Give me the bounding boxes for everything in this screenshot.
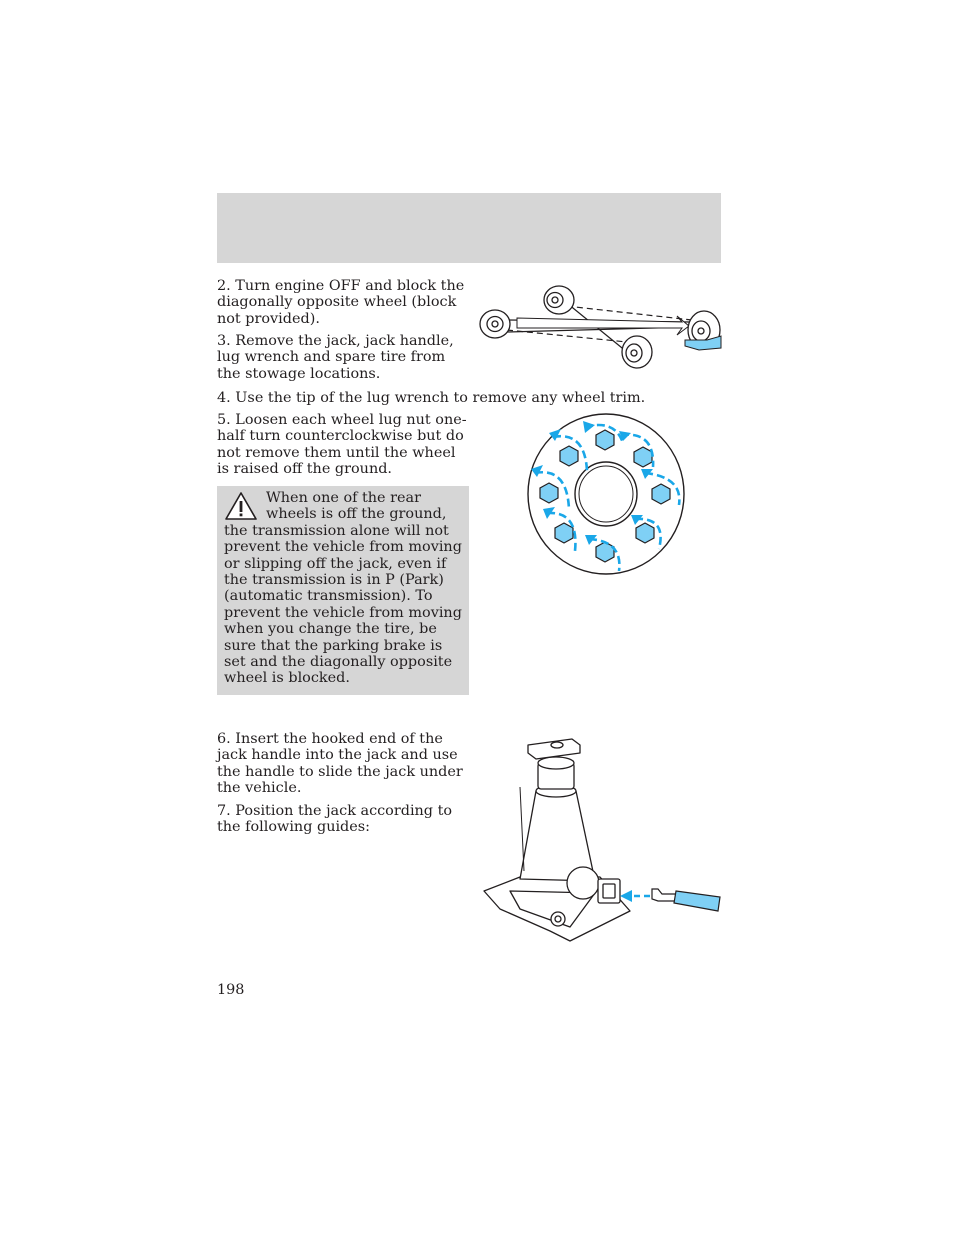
header-band	[217, 193, 721, 263]
warning-triangle-icon	[224, 491, 258, 521]
page-number: 198	[217, 982, 245, 998]
step-4-text: 4. Use the tip of the lug wrench to remove any wheel trim.	[217, 390, 646, 406]
warning-body: the transmission alone will not prevent the vehicle from moving or slipping off the jack, even if the transmission is in P (Park) (automatic transmission). To prevent the vehicle from moving when you change the tire, be sure that the parking brake is set and the diagonally opposite wheel is blocked.	[224, 522, 462, 687]
step-7-text: 7. Position the jack according to the following guides:	[217, 803, 453, 836]
step-3-text: 3. Remove the jack, jack handle, lug wrench and spare tire from the stowage locations.	[217, 333, 454, 382]
warning-box	[217, 486, 469, 695]
warning-line-1: When one of the rear	[266, 490, 422, 506]
step-2-text: 2. Turn engine OFF and block the diagonally opposite wheel (block not provided).	[217, 278, 465, 327]
lug-nut-diagram	[527, 413, 687, 575]
warning-line-2: wheels is off the ground,	[266, 506, 447, 523]
step-6-text: 6. Insert the hooked end of the jack handle into the jack and use the handle to slide the jack under the vehicle.	[217, 731, 463, 797]
step-5-text: 5. Loosen each wheel lug nut one-half turn counterclockwise but do not remove them until the wheel is raised off the ground.	[217, 412, 467, 478]
warning-lead	[266, 490, 462, 523]
wheel-block-diagram	[477, 280, 725, 376]
jack-diagram	[480, 731, 722, 943]
